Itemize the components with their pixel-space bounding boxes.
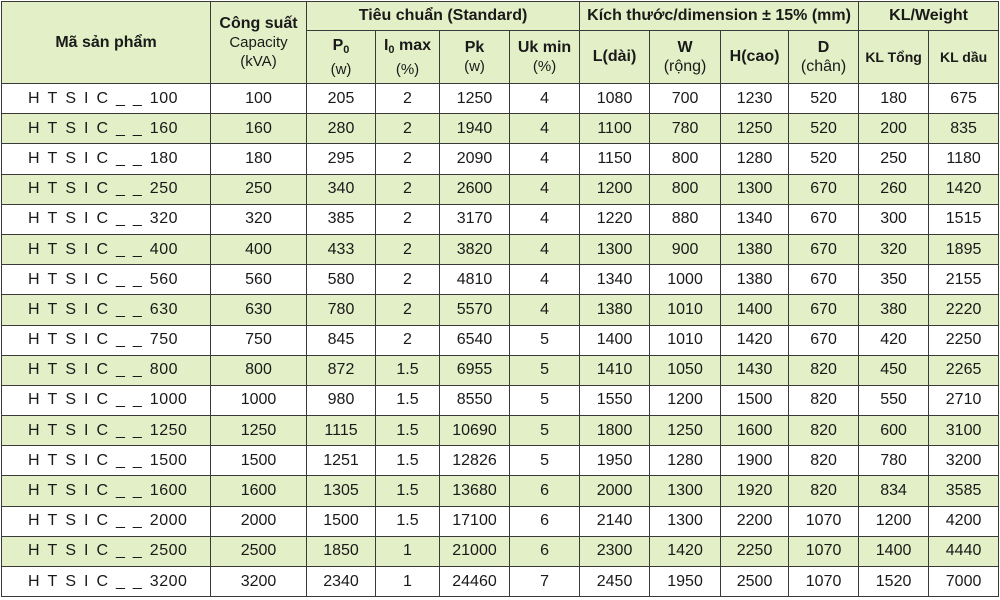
cell-depth: 520: [789, 144, 859, 174]
cell-total-weight: 420: [859, 325, 929, 355]
cell-width: 1300: [650, 506, 721, 536]
cell-width: 900: [650, 234, 721, 264]
cell-i0: 2: [376, 114, 440, 144]
uk-unit: (%): [532, 58, 557, 75]
cell-width: 1200: [650, 385, 721, 415]
cell-pk: 21000: [440, 536, 510, 566]
cell-pk: 2090: [440, 144, 510, 174]
cell-uk: 4: [510, 295, 580, 325]
cell-width: 1250: [650, 416, 721, 446]
cell-width: 700: [650, 84, 721, 114]
cell-p0: 845: [307, 325, 376, 355]
cell-p0: 205: [307, 84, 376, 114]
cell-length: 1150: [580, 144, 650, 174]
cell-depth: 670: [789, 204, 859, 234]
cell-capacity: 400: [211, 234, 307, 264]
cell-capacity: 1250: [211, 416, 307, 446]
table-row: [2, 476, 999, 506]
product-code-number: 250: [149, 180, 178, 198]
cell-oil-weight: 4200: [929, 506, 999, 536]
cell-total-weight: 180: [859, 84, 929, 114]
product-code-prefix: HTSIC__: [28, 180, 150, 198]
cell-total-weight: 200: [859, 114, 929, 144]
product-code-number: 160: [149, 119, 178, 137]
cell-width: 1000: [650, 265, 721, 295]
cell-pk: 24460: [440, 567, 510, 597]
table-row: [2, 295, 999, 325]
cell-capacity: 320: [211, 204, 307, 234]
cell-length: 1550: [580, 385, 650, 415]
table-row: [2, 416, 999, 446]
product-code-number: 1250: [149, 421, 188, 439]
header-weight: KL/Weight: [859, 2, 999, 31]
cell-width: 1010: [650, 295, 721, 325]
cell-total-weight: 1520: [859, 567, 929, 597]
cell-length: 1380: [580, 295, 650, 325]
cell-length: 1200: [580, 174, 650, 204]
table-header: [2, 2, 999, 84]
capacity-vi-label: Công suất: [219, 15, 298, 32]
capacity-unit-label: (kVA): [240, 53, 277, 70]
cell-oil-weight: 675: [929, 84, 999, 114]
cell-width: 800: [650, 174, 721, 204]
cell-product-code: [2, 446, 211, 476]
cell-product-code: [2, 295, 211, 325]
cell-length: 1300: [580, 234, 650, 264]
cell-i0: 2: [376, 265, 440, 295]
cell-product-code: [2, 84, 211, 114]
header-width: [650, 31, 721, 84]
product-code-number: 1500: [149, 451, 188, 469]
header-product-code: [2, 2, 211, 84]
cell-product-code: [2, 506, 211, 536]
cell-height: 1280: [721, 144, 789, 174]
cell-height: 1380: [721, 234, 789, 264]
cell-i0: 2: [376, 84, 440, 114]
product-code-number: 1000: [149, 391, 188, 409]
pk-unit: (w): [464, 58, 485, 75]
cell-length: 2300: [580, 536, 650, 566]
cell-total-weight: 550: [859, 385, 929, 415]
product-code-number: 320: [149, 210, 178, 228]
cell-depth: 820: [789, 476, 859, 506]
cell-p0: 1115: [307, 416, 376, 446]
cell-p0: 385: [307, 204, 376, 234]
table-row: [2, 114, 999, 144]
table-row: [2, 204, 999, 234]
cell-uk: 5: [510, 385, 580, 415]
header-standard: Tiêu chuẩn (Standard): [307, 2, 580, 31]
cell-product-code: [2, 567, 211, 597]
cell-uk: 5: [510, 355, 580, 385]
cell-oil-weight: 3585: [929, 476, 999, 506]
cell-width: 880: [650, 204, 721, 234]
cell-pk: 13680: [440, 476, 510, 506]
product-code-prefix: HTSIC__: [28, 89, 150, 107]
cell-pk: 6955: [440, 355, 510, 385]
cell-product-code: [2, 416, 211, 446]
product-code-prefix: HTSIC__: [28, 421, 150, 439]
cell-capacity: 1500: [211, 446, 307, 476]
cell-capacity: 560: [211, 265, 307, 295]
product-code-prefix: HTSIC__: [28, 331, 150, 349]
cell-depth: 1070: [789, 536, 859, 566]
table-row: [2, 325, 999, 355]
cell-capacity: 2500: [211, 536, 307, 566]
cell-product-code: [2, 114, 211, 144]
cell-length: 1800: [580, 416, 650, 446]
table-row: [2, 567, 999, 597]
cell-length: 2450: [580, 567, 650, 597]
cell-depth: 820: [789, 416, 859, 446]
cell-width: 1950: [650, 567, 721, 597]
transformer-spec-table: [1, 1, 999, 597]
product-code-prefix: HTSIC__: [28, 270, 150, 288]
cell-depth: 820: [789, 385, 859, 415]
cell-i0: 2: [376, 144, 440, 174]
cell-capacity: 750: [211, 325, 307, 355]
cell-oil-weight: 2155: [929, 265, 999, 295]
cell-depth: 820: [789, 355, 859, 385]
cell-width: 780: [650, 114, 721, 144]
product-code-number: 2000: [149, 512, 188, 530]
cell-uk: 5: [510, 446, 580, 476]
cell-uk: 4: [510, 84, 580, 114]
cell-width: 1010: [650, 325, 721, 355]
cell-oil-weight: 835: [929, 114, 999, 144]
product-code-number: 800: [149, 361, 178, 379]
table-row: [2, 506, 999, 536]
cell-pk: 10690: [440, 416, 510, 446]
product-code-prefix: HTSIC__: [28, 512, 150, 530]
cell-product-code: [2, 204, 211, 234]
cell-p0: 1850: [307, 536, 376, 566]
cell-product-code: [2, 476, 211, 506]
cell-oil-weight: 1180: [929, 144, 999, 174]
p0-letter: P: [332, 36, 344, 54]
cell-total-weight: 260: [859, 174, 929, 204]
product-code-number: 3200: [149, 572, 188, 590]
table-row: [2, 174, 999, 204]
cell-p0: 280: [307, 114, 376, 144]
i0-unit: (%): [395, 60, 420, 78]
cell-height: 1420: [721, 325, 789, 355]
cell-oil-weight: 2250: [929, 325, 999, 355]
cell-pk: 17100: [440, 506, 510, 536]
cell-capacity: 630: [211, 295, 307, 325]
cell-product-code: [2, 174, 211, 204]
cell-uk: 4: [510, 174, 580, 204]
i0-letter: I: [383, 36, 389, 54]
header-height: [721, 31, 789, 84]
depth-sub-label: (chân): [800, 58, 847, 75]
cell-p0: 980: [307, 385, 376, 415]
cell-oil-weight: 3200: [929, 446, 999, 476]
i0-subscript: 0: [388, 43, 395, 56]
cell-height: 1400: [721, 295, 789, 325]
cell-p0: 295: [307, 144, 376, 174]
header-row-group: [2, 2, 999, 31]
table-row: [2, 446, 999, 476]
product-code-prefix: HTSIC__: [28, 391, 150, 409]
depth-label: D: [817, 39, 830, 56]
cell-total-weight: 450: [859, 355, 929, 385]
capacity-en-label: Capacity: [229, 34, 288, 51]
cell-total-weight: 350: [859, 265, 929, 295]
height-label: H(cao): [729, 48, 780, 65]
cell-length: 1080: [580, 84, 650, 114]
cell-product-code: [2, 536, 211, 566]
cell-i0: 2: [376, 295, 440, 325]
cell-length: 1100: [580, 114, 650, 144]
cell-length: 1400: [580, 325, 650, 355]
width-label: W: [677, 39, 693, 56]
cell-uk: 7: [510, 567, 580, 597]
cell-total-weight: 834: [859, 476, 929, 506]
cell-capacity: 3200: [211, 567, 307, 597]
cell-capacity: 800: [211, 355, 307, 385]
cell-height: 1300: [721, 174, 789, 204]
cell-i0: 2: [376, 325, 440, 355]
header-i0: [376, 31, 440, 84]
product-code-prefix: HTSIC__: [28, 451, 150, 469]
cell-p0: 340: [307, 174, 376, 204]
cell-height: 1430: [721, 355, 789, 385]
header-p0: [307, 31, 376, 84]
cell-p0: 433: [307, 234, 376, 264]
cell-i0: 1.5: [376, 476, 440, 506]
cell-length: 2140: [580, 506, 650, 536]
cell-depth: 820: [789, 446, 859, 476]
product-code-prefix: HTSIC__: [28, 542, 150, 560]
total-weight-label: KL Tổng: [865, 49, 922, 65]
cell-pk: 8550: [440, 385, 510, 415]
cell-product-code: [2, 234, 211, 264]
product-code-number: 100: [149, 89, 178, 107]
cell-p0: 1500: [307, 506, 376, 536]
cell-depth: 520: [789, 114, 859, 144]
cell-width: 1050: [650, 355, 721, 385]
cell-capacity: 160: [211, 114, 307, 144]
header-capacity: [211, 2, 307, 84]
p0-label: [307, 36, 375, 60]
product-code-number: 560: [149, 270, 178, 288]
product-code-number: 180: [149, 149, 178, 167]
cell-depth: 670: [789, 174, 859, 204]
cell-depth: 670: [789, 234, 859, 264]
cell-depth: 1070: [789, 506, 859, 536]
cell-total-weight: 320: [859, 234, 929, 264]
uk-label: Uk min: [517, 39, 572, 56]
cell-height: 1250: [721, 114, 789, 144]
i0-rest: max: [394, 36, 432, 54]
cell-height: 1600: [721, 416, 789, 446]
header-dimension: Kích thước/dimension ± 15% (mm): [580, 2, 859, 31]
cell-i0: 1: [376, 567, 440, 597]
cell-total-weight: 380: [859, 295, 929, 325]
cell-pk: 5570: [440, 295, 510, 325]
cell-oil-weight: 7000: [929, 567, 999, 597]
product-code-prefix: HTSIC__: [28, 149, 150, 167]
cell-i0: 2: [376, 174, 440, 204]
cell-height: 1500: [721, 385, 789, 415]
cell-uk: 5: [510, 325, 580, 355]
pk-label: Pk: [464, 39, 485, 56]
header-oil-weight: [929, 31, 999, 84]
cell-oil-weight: 4440: [929, 536, 999, 566]
cell-pk: 1940: [440, 114, 510, 144]
product-code-prefix: HTSIC__: [28, 210, 150, 228]
cell-pk: 1250: [440, 84, 510, 114]
cell-i0: 1.5: [376, 416, 440, 446]
cell-uk: 6: [510, 476, 580, 506]
cell-product-code: [2, 385, 211, 415]
cell-capacity: 250: [211, 174, 307, 204]
cell-height: 1230: [721, 84, 789, 114]
cell-length: 1220: [580, 204, 650, 234]
cell-p0: 580: [307, 265, 376, 295]
cell-depth: 670: [789, 295, 859, 325]
cell-height: 1380: [721, 265, 789, 295]
cell-height: 2500: [721, 567, 789, 597]
cell-width: 1420: [650, 536, 721, 566]
cell-p0: 780: [307, 295, 376, 325]
product-code-number: 1600: [149, 482, 188, 500]
cell-depth: 670: [789, 325, 859, 355]
cell-oil-weight: 1420: [929, 174, 999, 204]
cell-pk: 3170: [440, 204, 510, 234]
cell-total-weight: 1400: [859, 536, 929, 566]
i0-label: [376, 36, 439, 60]
cell-total-weight: 600: [859, 416, 929, 446]
cell-p0: 1251: [307, 446, 376, 476]
length-label: L(dài): [592, 48, 637, 65]
cell-product-code: [2, 355, 211, 385]
cell-oil-weight: 2220: [929, 295, 999, 325]
cell-p0: 2340: [307, 567, 376, 597]
table-row: [2, 265, 999, 295]
cell-oil-weight: 1515: [929, 204, 999, 234]
cell-product-code: [2, 265, 211, 295]
header-depth: [789, 31, 859, 84]
cell-width: 1300: [650, 476, 721, 506]
cell-length: 2000: [580, 476, 650, 506]
cell-uk: 4: [510, 144, 580, 174]
p0-unit: (w): [330, 60, 352, 78]
cell-product-code: [2, 144, 211, 174]
cell-height: 1900: [721, 446, 789, 476]
cell-height: 1920: [721, 476, 789, 506]
cell-product-code: [2, 325, 211, 355]
oil-weight-label: KL dầu: [939, 49, 988, 65]
product-code-prefix: HTSIC__: [28, 572, 150, 590]
cell-oil-weight: 2265: [929, 355, 999, 385]
table-row: [2, 234, 999, 264]
cell-uk: 6: [510, 506, 580, 536]
cell-oil-weight: 1895: [929, 234, 999, 264]
table-row: [2, 536, 999, 566]
cell-pk: 6540: [440, 325, 510, 355]
table-body: [2, 84, 999, 597]
cell-pk: 4810: [440, 265, 510, 295]
cell-depth: 670: [789, 265, 859, 295]
cell-uk: 4: [510, 265, 580, 295]
cell-uk: 5: [510, 416, 580, 446]
cell-total-weight: 300: [859, 204, 929, 234]
product-code-label: Mã sản phẩm: [55, 34, 157, 51]
cell-capacity: 100: [211, 84, 307, 114]
cell-height: 1340: [721, 204, 789, 234]
cell-capacity: 180: [211, 144, 307, 174]
p0-subscript: 0: [343, 43, 350, 56]
cell-capacity: 2000: [211, 506, 307, 536]
cell-total-weight: 780: [859, 446, 929, 476]
cell-p0: 872: [307, 355, 376, 385]
cell-i0: 2: [376, 234, 440, 264]
cell-p0: 1305: [307, 476, 376, 506]
cell-total-weight: 250: [859, 144, 929, 174]
cell-i0: 1.5: [376, 385, 440, 415]
header-total-weight: [859, 31, 929, 84]
cell-i0: 1.5: [376, 506, 440, 536]
cell-uk: 4: [510, 204, 580, 234]
product-code-prefix: HTSIC__: [28, 240, 150, 258]
cell-length: 1340: [580, 265, 650, 295]
table-row: [2, 355, 999, 385]
cell-width: 1280: [650, 446, 721, 476]
table-row: [2, 84, 999, 114]
product-code-prefix: HTSIC__: [28, 300, 150, 318]
cell-i0: 2: [376, 204, 440, 234]
cell-total-weight: 1200: [859, 506, 929, 536]
cell-depth: 1070: [789, 567, 859, 597]
cell-capacity: 1000: [211, 385, 307, 415]
cell-height: 2250: [721, 536, 789, 566]
header-uk: [510, 31, 580, 84]
header-length: [580, 31, 650, 84]
cell-length: 1410: [580, 355, 650, 385]
table-row: [2, 144, 999, 174]
header-pk: [440, 31, 510, 84]
product-code-number: 2500: [149, 542, 188, 560]
cell-pk: 2600: [440, 174, 510, 204]
cell-capacity: 1600: [211, 476, 307, 506]
product-code-number: 400: [149, 240, 178, 258]
cell-width: 800: [650, 144, 721, 174]
cell-uk: 6: [510, 536, 580, 566]
cell-i0: 1.5: [376, 446, 440, 476]
cell-pk: 3820: [440, 234, 510, 264]
cell-length: 1950: [580, 446, 650, 476]
cell-height: 2200: [721, 506, 789, 536]
product-code-prefix: HTSIC__: [28, 482, 150, 500]
cell-oil-weight: 2710: [929, 385, 999, 415]
cell-i0: 1.5: [376, 355, 440, 385]
cell-depth: 520: [789, 84, 859, 114]
product-code-number: 750: [149, 331, 178, 349]
product-code-prefix: HTSIC__: [28, 361, 150, 379]
table-row: [2, 385, 999, 415]
cell-uk: 4: [510, 234, 580, 264]
product-code-number: 630: [149, 300, 178, 318]
cell-oil-weight: 3100: [929, 416, 999, 446]
product-code-prefix: HTSIC__: [28, 119, 150, 137]
cell-pk: 12826: [440, 446, 510, 476]
cell-i0: 1: [376, 536, 440, 566]
width-sub-label: (rộng): [663, 58, 707, 75]
cell-uk: 4: [510, 114, 580, 144]
